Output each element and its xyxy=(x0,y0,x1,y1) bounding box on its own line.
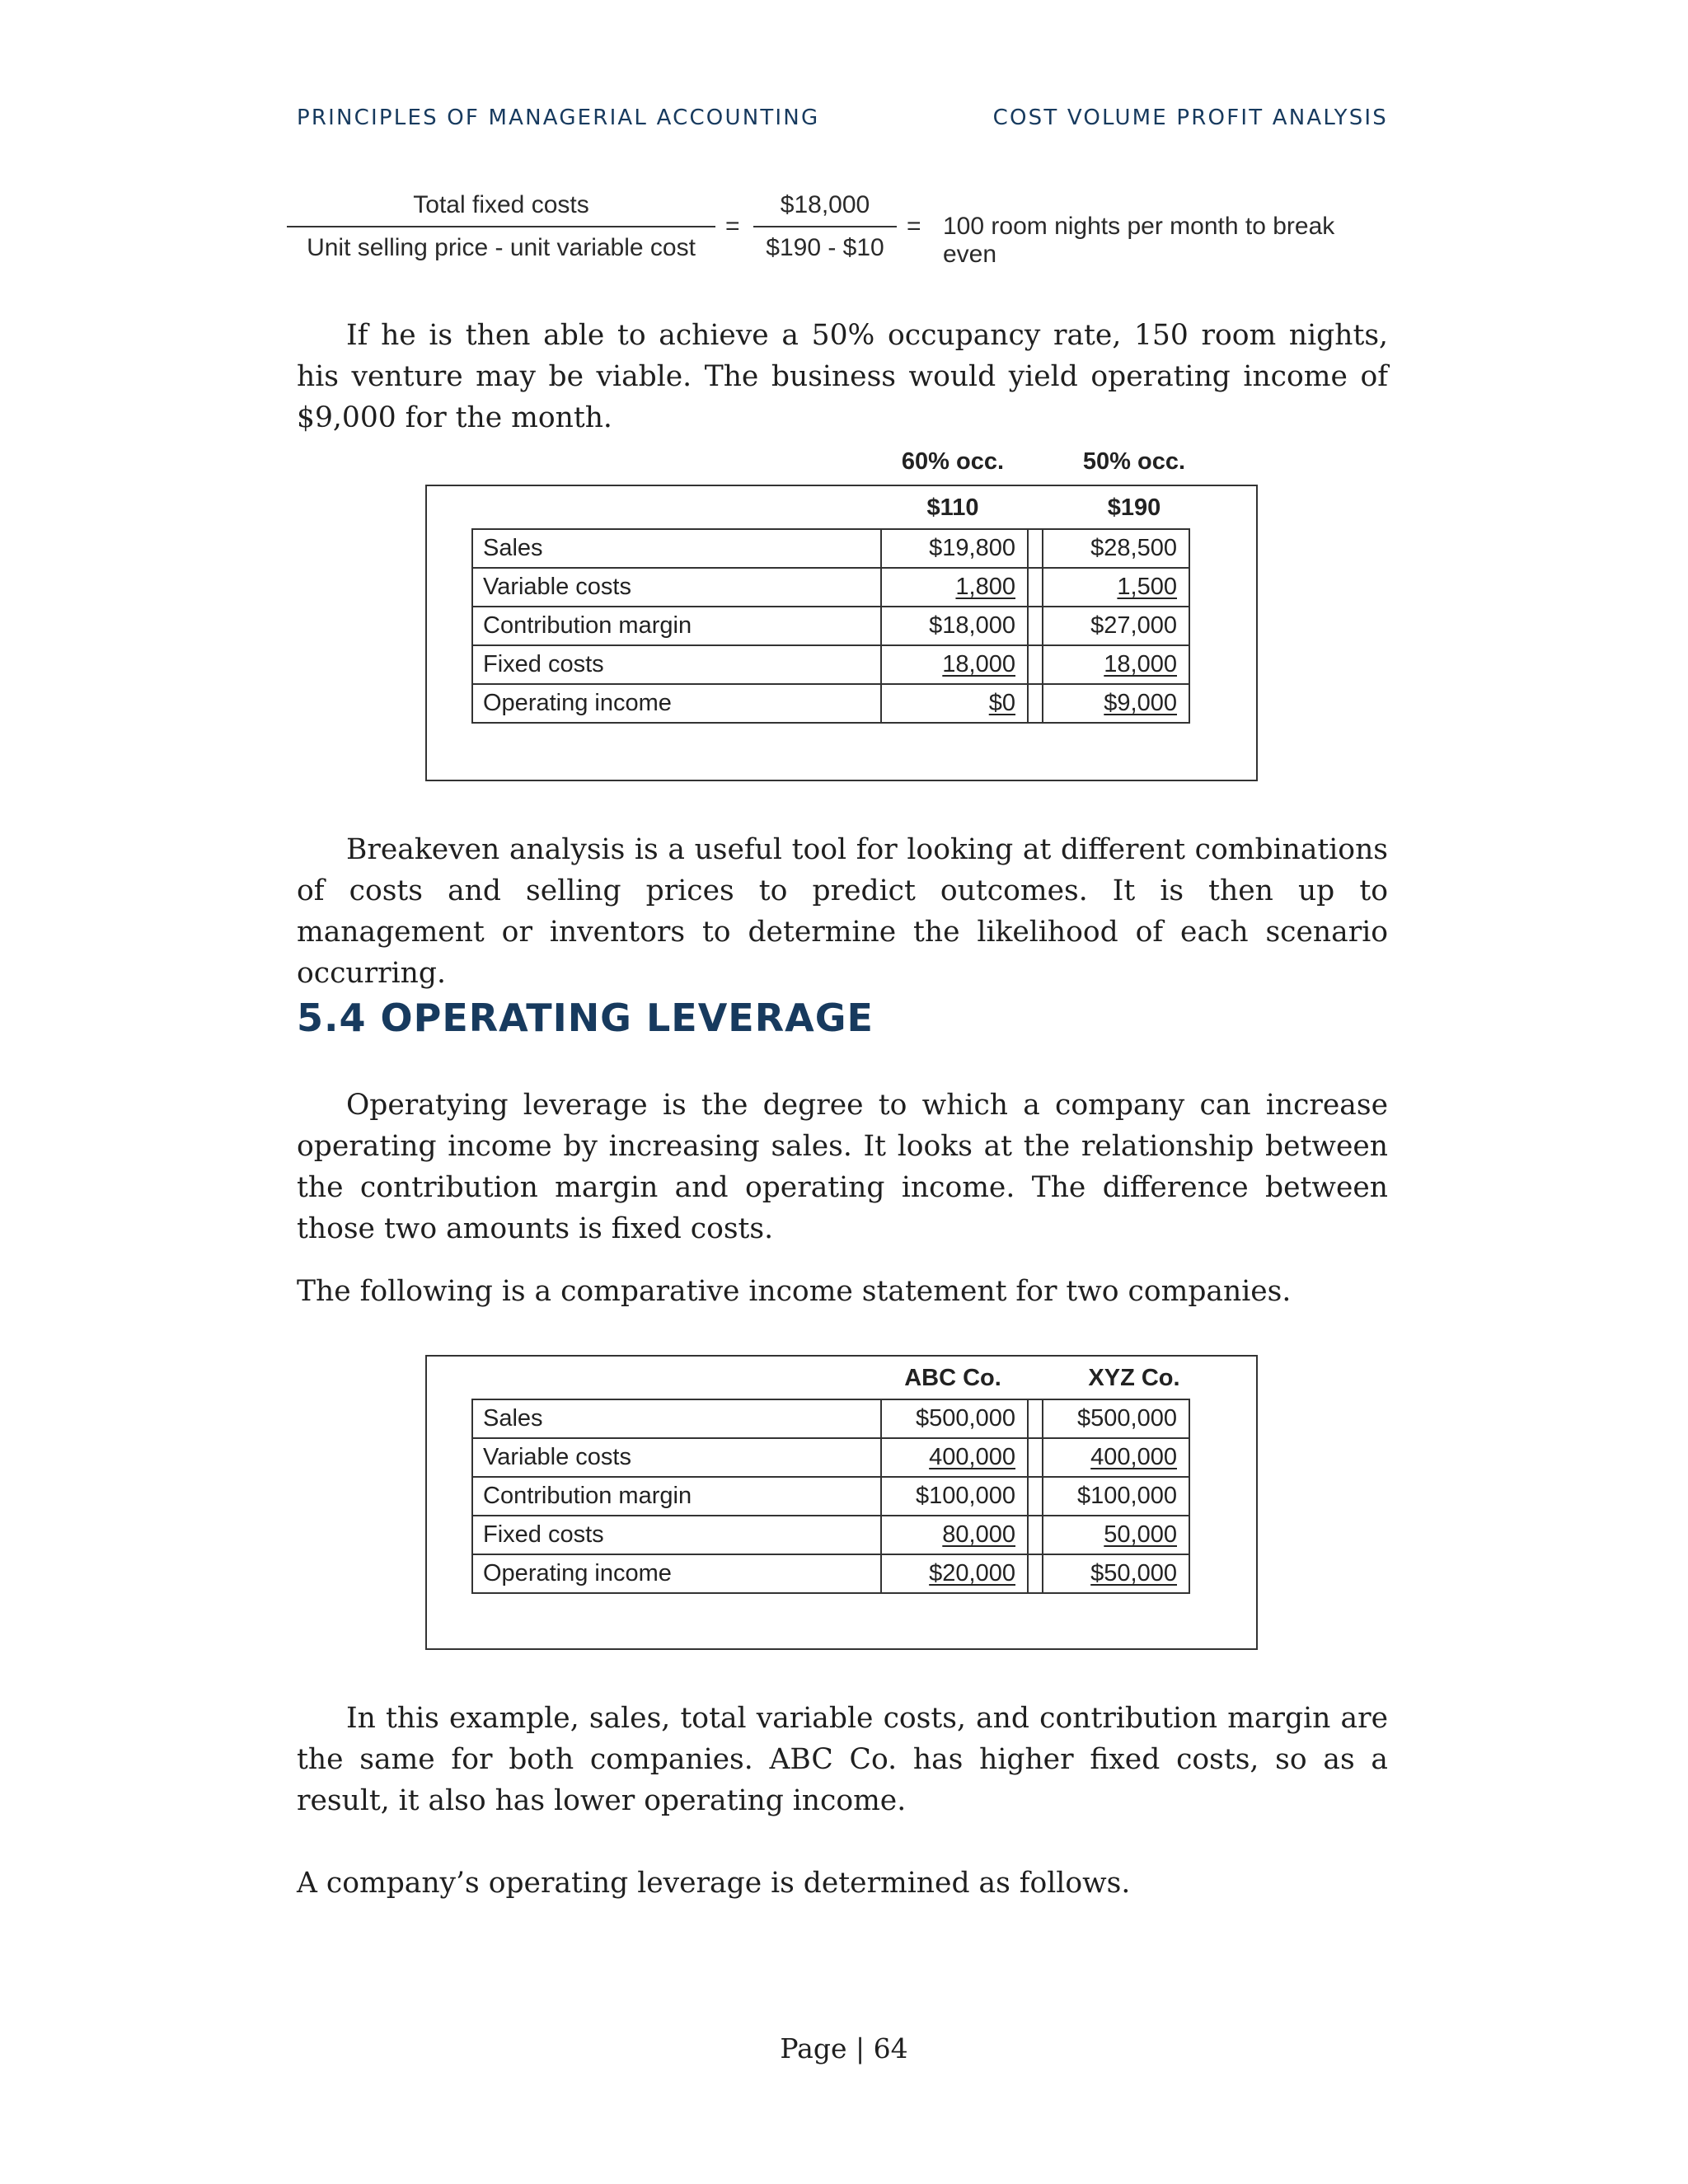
formula-numerator: Total fixed costs xyxy=(287,191,715,227)
cell-value: 18,000 xyxy=(1043,645,1189,684)
cell-value: $9,000 xyxy=(1043,684,1189,723)
cell-value: $20,000 xyxy=(881,1554,1028,1593)
breakeven-formula xyxy=(287,191,1388,274)
paragraph: In this example, sales, total variable costs, and contribution margin are the same for both companies. ABC Co. has higher fixed costs, so as a result, it also has lower operating income. xyxy=(297,1702,1388,1817)
spacer-cell xyxy=(1028,568,1043,607)
spacer-cell xyxy=(1028,1554,1043,1593)
formula-result: 100 room nights per month to break even xyxy=(943,213,1335,268)
table-row xyxy=(472,1477,1189,1516)
spacer-cell xyxy=(1028,1399,1043,1438)
formula-equals-sign: = xyxy=(725,213,740,240)
table-row xyxy=(472,684,1189,723)
formula-equals-sign: = xyxy=(907,213,921,240)
formula-denominator-value: $190 - $10 xyxy=(766,234,884,261)
running-header xyxy=(297,105,1388,130)
table-row xyxy=(472,1438,1189,1477)
cell-value: $100,000 xyxy=(1043,1477,1189,1516)
row-label: Variable costs xyxy=(472,568,881,607)
row-label: Fixed costs xyxy=(472,645,881,684)
row-label: Sales xyxy=(472,529,881,568)
table-row xyxy=(472,1399,1189,1438)
row-label: Sales xyxy=(472,1399,881,1438)
cell-value: $100,000 xyxy=(881,1477,1028,1516)
table-column-subheader: $110 xyxy=(926,494,979,521)
row-label: Operating income xyxy=(472,684,881,723)
cell-value: 1,800 xyxy=(881,568,1028,607)
table-row xyxy=(472,568,1189,607)
header-book-title: PRINCIPLES OF MANAGERIAL ACCOUNTING xyxy=(297,105,820,130)
cell-value: 400,000 xyxy=(1043,1438,1189,1477)
formula-numerator-value: $18,000 xyxy=(753,191,897,227)
paragraph: Breakeven analysis is a useful tool for looking at different combinations of costs and selling prices to predict outcomes. It is then up to management or inventors to determine the likelihood of each scenario occurring. xyxy=(297,833,1388,990)
breakeven-income-table xyxy=(471,528,1190,724)
cell-value: $0 xyxy=(881,684,1028,723)
cell-value: $500,000 xyxy=(881,1399,1028,1438)
cell-value: $19,800 xyxy=(881,529,1028,568)
row-label: Fixed costs xyxy=(472,1516,881,1554)
spacer-cell xyxy=(1028,1516,1043,1554)
page-number: Page | 64 xyxy=(780,2032,908,2064)
paragraph: The following is a comparative income statement for two companies. xyxy=(297,1275,1292,1308)
table-row xyxy=(472,1554,1189,1593)
formula-fraction-values xyxy=(753,191,897,262)
cell-value: $27,000 xyxy=(1043,607,1189,645)
table-column-subheader: $190 xyxy=(1107,494,1161,521)
cell-value: 80,000 xyxy=(881,1516,1028,1554)
cell-value: 50,000 xyxy=(1043,1516,1189,1554)
row-label: Contribution margin xyxy=(472,1477,881,1516)
paragraph: If he is then able to achieve a 50% occupancy rate, 150 room nights, his venture may be viable. The business would yield operating income of $9,000 for the month. xyxy=(297,319,1388,434)
header-chapter-title: COST VOLUME PROFIT ANALYSIS xyxy=(992,105,1388,130)
table-column-header: 50% occ. xyxy=(1082,448,1186,475)
cell-value: $500,000 xyxy=(1043,1399,1189,1438)
table-column-header: ABC Co. xyxy=(904,1365,1001,1391)
spacer-cell xyxy=(1028,684,1043,723)
formula-denominator: Unit selling price - unit variable cost xyxy=(307,234,696,261)
cell-value: 400,000 xyxy=(881,1438,1028,1477)
cell-value: 18,000 xyxy=(881,645,1028,684)
spacer-cell xyxy=(1028,645,1043,684)
spacer-cell xyxy=(1028,607,1043,645)
table-row xyxy=(472,529,1189,568)
paragraph: A company’s operating leverage is determined as follows. xyxy=(297,1867,1131,1900)
table-row xyxy=(472,1516,1189,1554)
spacer-cell xyxy=(1028,1438,1043,1477)
table-row xyxy=(472,607,1189,645)
table-column-header: 60% occ. xyxy=(901,448,1005,475)
cell-value: $28,500 xyxy=(1043,529,1189,568)
formula-fraction-general xyxy=(287,191,715,262)
spacer-cell xyxy=(1028,1477,1043,1516)
row-label: Contribution margin xyxy=(472,607,881,645)
table-row xyxy=(472,645,1189,684)
spacer-cell xyxy=(1028,529,1043,568)
table-column-header: XYZ Co. xyxy=(1088,1365,1180,1391)
comparative-income-table xyxy=(471,1399,1190,1594)
cell-value: $18,000 xyxy=(881,607,1028,645)
row-label: Variable costs xyxy=(472,1438,881,1477)
cell-value: $50,000 xyxy=(1043,1554,1189,1593)
paragraph: Operatying leverage is the degree to which a company can increase operating income by increasing sales. It looks at the relationship between the contribution margin and operating income. The difference between those two amounts is fixed costs. xyxy=(297,1089,1388,1245)
section-heading: 5.4 OPERATING LEVERAGE xyxy=(297,996,874,1040)
cell-value: 1,500 xyxy=(1043,568,1189,607)
row-label: Operating income xyxy=(472,1554,881,1593)
